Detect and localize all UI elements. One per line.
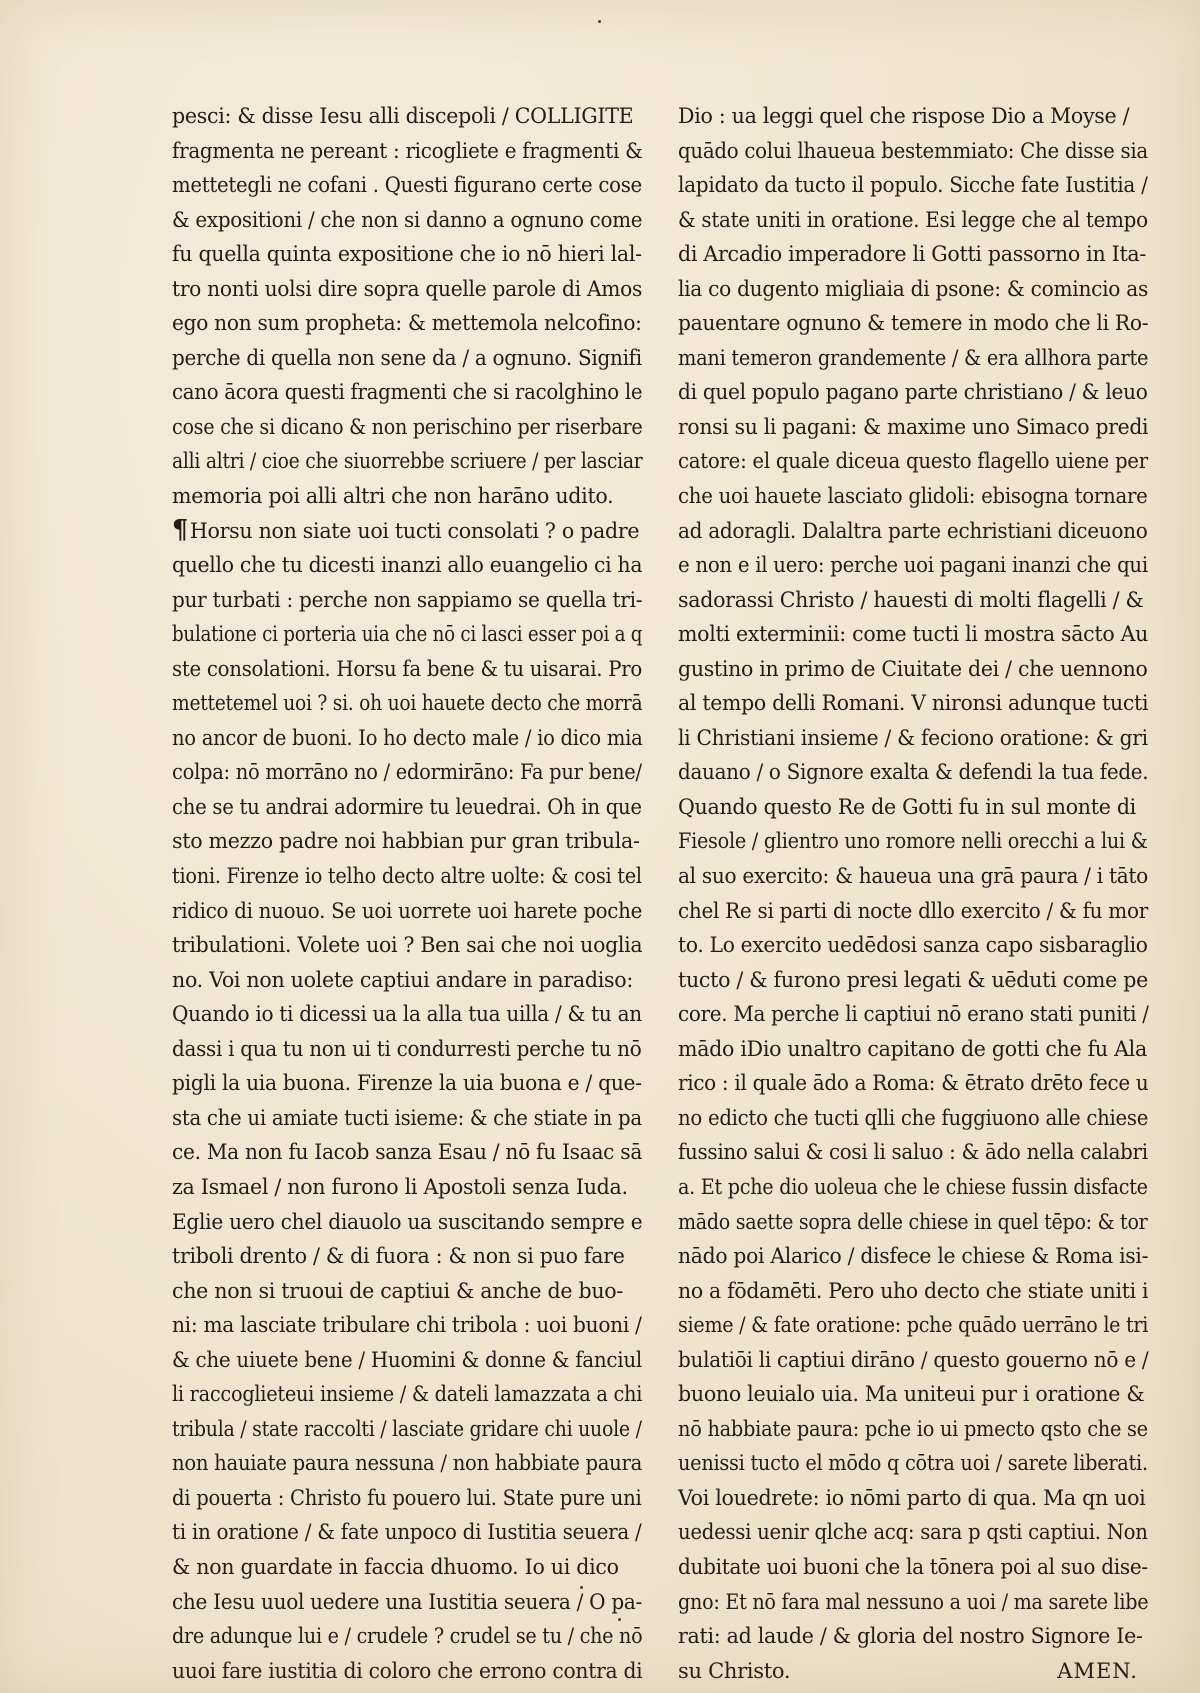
line-text: bulatiōi li captiui dirāno / questo gouerno nō e / bbox=[678, 1347, 1149, 1372]
line-text: mādo iDio unaltro capitano de gotti che fu Ala bbox=[678, 1036, 1147, 1061]
line-text: nādo poi Alarico / disfece le chiese & Roma isi- bbox=[678, 1244, 1149, 1269]
text-line bbox=[172, 341, 642, 376]
line-text: no. Voi non uolete captiui andare in paradiso: bbox=[172, 967, 634, 992]
line-text: gno: Et nō fara mal nessuno a uoi / ma sarete libe bbox=[678, 1589, 1149, 1614]
line-text: mani temeron grandemente / & era allhora parte bbox=[678, 345, 1149, 370]
text-line bbox=[172, 514, 642, 549]
line-text: no a fōdamēti. Pero uho decto che stiate uniti i bbox=[678, 1278, 1149, 1303]
text-line bbox=[172, 548, 643, 583]
text-line bbox=[678, 237, 1148, 272]
line-text: Horsu non siate uoi tucti consolati ? o padre bbox=[189, 518, 640, 543]
text-line bbox=[678, 514, 1148, 549]
text-line bbox=[678, 1343, 1149, 1378]
line-text: che uoi hauete lasciato glidoli: ebisogna tornare bbox=[678, 484, 1148, 509]
text-line bbox=[172, 859, 642, 894]
line-text: pauentare ognuno & temere in modo che li Ro- bbox=[678, 311, 1149, 336]
ink-speck bbox=[598, 20, 601, 23]
line-text: gustino in primo de Ciuitate dei / che uennono bbox=[678, 656, 1148, 681]
line-text: colpa: nō morrāno no / edormirāno: Fa pur bene/ bbox=[172, 760, 642, 785]
line-text: ridico di nuouo. Se uoi uorrete uoi harete poche bbox=[172, 898, 643, 923]
text-line bbox=[172, 1377, 643, 1412]
line-text: Dio : ua leggi quel che rispose Dio a Moyse / bbox=[678, 104, 1130, 128]
text-line bbox=[172, 928, 643, 963]
text-line bbox=[678, 375, 1148, 410]
text-line bbox=[678, 1274, 1149, 1309]
text-line bbox=[678, 652, 1146, 687]
line-text: ce. Ma non fu Iacob sanza Esau / nō fu Isaac sā bbox=[172, 1140, 643, 1165]
text-line bbox=[172, 375, 643, 410]
line-text: pur turbati : perche non sappiamo se quella tri- bbox=[172, 587, 643, 612]
line-text: & state uniti in oratione. Esi legge che al tempo bbox=[678, 207, 1148, 232]
line-text: sadorassi Christo / hauesti di molti flagelli / & bbox=[678, 587, 1144, 612]
text-line bbox=[172, 1239, 642, 1274]
line-text: sto mezzo padre noi habbian pur gran tribula- bbox=[172, 829, 640, 854]
text-line bbox=[172, 1274, 642, 1309]
line-text: quello che tu dicesti inanzi allo euangelio ci ha bbox=[172, 553, 643, 578]
text-line bbox=[172, 134, 643, 169]
line-text: & che uiuete bene / Huomini & donne & fanciul bbox=[172, 1347, 643, 1372]
text-line bbox=[172, 1170, 642, 1205]
text-line bbox=[678, 790, 1148, 825]
text-line bbox=[172, 583, 643, 618]
text-line bbox=[172, 617, 643, 652]
text-line bbox=[678, 1308, 1149, 1343]
line-text: Quando io ti dicessi ua la alla tua uilla / & tu an bbox=[172, 1002, 642, 1027]
line-text: uuoi fare iustitia di coloro che errono contra di bbox=[172, 1658, 643, 1683]
line-text: quādo colui lhaueua bestemmiato: Che disse sia bbox=[678, 138, 1148, 163]
text-line bbox=[172, 1135, 643, 1170]
text-line bbox=[172, 997, 642, 1032]
line-text: dauano / o Signore exalta & defendi la tua fede. bbox=[678, 760, 1149, 785]
line-text: rati: ad laude / & gloria del nostro Signore Ie- bbox=[678, 1624, 1143, 1649]
line-text: a. Et pche dio uoleua che le chiese fussin disfacte bbox=[678, 1174, 1148, 1199]
amen-text: AMEN. bbox=[1057, 1658, 1138, 1683]
text-line bbox=[172, 721, 643, 756]
text-line bbox=[172, 1654, 643, 1689]
text-line bbox=[678, 824, 1148, 859]
line-text: al tempo delli Romani. V nironsi adunque tucti bbox=[678, 691, 1149, 716]
line-text: mettetemel uoi ? si. oh uoi hauete decto che morrā bbox=[172, 691, 643, 716]
text-line bbox=[678, 548, 1148, 583]
text-line bbox=[678, 1205, 1148, 1240]
text-line bbox=[678, 721, 1148, 756]
text-line bbox=[678, 1377, 1148, 1412]
text-line bbox=[172, 237, 641, 272]
line-text: pigli la uia buona. Firenze la uia buona e / que- bbox=[172, 1071, 642, 1096]
line-text: ni: ma lasciate tribulare chi tribola : uoi buoni / bbox=[172, 1313, 642, 1338]
text-line bbox=[172, 479, 642, 514]
text-line bbox=[172, 1412, 642, 1447]
line-text: tro nonti uolsi dire sopra quelle parole di Amos bbox=[172, 276, 643, 301]
text-line bbox=[678, 1170, 1148, 1205]
text-line bbox=[678, 963, 1148, 998]
text-line bbox=[678, 134, 1148, 169]
line-text: memoria poi alli altri che non harāno udito. bbox=[172, 484, 614, 509]
line-text: nō habbiate paura: pche io ui pmecto qsto che se bbox=[678, 1416, 1148, 1441]
line-text: di pouerta : Christo fu pouero lui. State pure uni bbox=[172, 1485, 642, 1510]
text-line bbox=[172, 1550, 642, 1585]
line-text: che Iesu uuol uedere una Iustitia seuera / O pa- bbox=[172, 1589, 643, 1614]
line-text: mādo saette sopra delle chiese in quel tēpo: & tor bbox=[678, 1209, 1148, 1234]
text-line bbox=[172, 1343, 643, 1378]
line-text: chel Re si parti di nocte dllo exercito / & fu mor bbox=[678, 898, 1148, 923]
line-text: fu quella quinta expositione che io nō hieri lal- bbox=[172, 242, 642, 267]
line-text: perche di quella non sene da / a ognuno. Signifi bbox=[172, 345, 642, 370]
line-text: tribulationi. Volete uoi ? Ben sai che noi uoglia bbox=[172, 933, 643, 958]
line-text: che non si truoui de captiui & anche de buo- bbox=[172, 1278, 624, 1303]
text-line bbox=[678, 99, 1148, 134]
text-line bbox=[678, 1135, 1148, 1170]
line-text: bulatione ci porteria uia che nō ci lasci esser poi a q bbox=[172, 622, 643, 647]
line-text: no edicto che tucti qlli che fuggiuono alle chiese bbox=[678, 1105, 1149, 1130]
text-line bbox=[172, 1619, 643, 1654]
text-line bbox=[172, 99, 642, 134]
line-text: dassi i qua tu non ui ti condurresti perche tu nō bbox=[172, 1036, 642, 1061]
text-line bbox=[172, 755, 642, 790]
line-text: dre adunque lui e / crudele ? crudel se tu / che nō bbox=[172, 1624, 643, 1649]
text-line bbox=[172, 272, 643, 307]
text-line bbox=[678, 1066, 1149, 1101]
line-text: & expositioni / che non si danno a ognuno come bbox=[172, 207, 643, 232]
left-text-column bbox=[172, 99, 652, 1688]
text-line bbox=[172, 1481, 642, 1516]
line-text: di quel populo pagano parte christiano / & leuo bbox=[678, 380, 1148, 405]
line-text: pesci: & disse Iesu alli discepoli / COLLIGITE bbox=[172, 104, 634, 128]
line-text: sta che ui amiate tucti isieme: & che stiate in pa bbox=[172, 1105, 642, 1130]
line-text: li Christiani insieme / & feciono oratione: & gri bbox=[678, 725, 1148, 750]
line-text: Eglie uero chel diauolo ua suscitando sempre e bbox=[172, 1209, 643, 1234]
text-line bbox=[678, 1481, 1148, 1516]
text-line bbox=[678, 1032, 1148, 1067]
line-text: buono leuialo uia. Ma uniteui pur i oratione & bbox=[678, 1382, 1145, 1407]
line-text: uenissi tucto el mōdo q cōtra uoi / sarete liberati. bbox=[678, 1451, 1148, 1476]
line-text: fussino salui & cosi li saluo : & ādo nella calabri bbox=[678, 1140, 1148, 1165]
text-line bbox=[678, 410, 1149, 445]
line-text: rico : il quale ādo a Roma: & ētrato drēto fece u bbox=[678, 1071, 1149, 1096]
line-text: che se tu andrai adormire tu leuedrai. Oh in que bbox=[172, 794, 642, 819]
text-line bbox=[678, 686, 1149, 721]
text-line bbox=[172, 1585, 643, 1620]
text-line bbox=[172, 203, 643, 238]
line-text: Voi louedrete: io nōmi parto di qua. Ma qn uoi bbox=[678, 1485, 1146, 1510]
line-text: & non guardate in faccia dhuomo. Io ui dico bbox=[172, 1554, 619, 1579]
text-line bbox=[678, 997, 1149, 1032]
ink-speck bbox=[618, 1618, 621, 1621]
ink-speck bbox=[580, 1586, 583, 1589]
text-line bbox=[678, 1619, 1148, 1654]
text-line bbox=[172, 168, 642, 203]
line-text: triboli drento / & di fuora : & non si puo fare bbox=[172, 1244, 625, 1269]
right-text-column bbox=[678, 99, 1158, 1688]
text-line bbox=[678, 617, 1147, 652]
text-line bbox=[678, 168, 1148, 203]
line-text: mettetegli ne cofani . Questi figurano certe cose bbox=[172, 173, 642, 198]
text-line bbox=[172, 410, 643, 445]
line-text: fragmenta ne pereant : ricogliete e fragmenti & bbox=[172, 138, 643, 163]
text-line bbox=[172, 894, 643, 929]
line-text: cose che si dicano & non perischino per riserbare bbox=[172, 414, 643, 439]
line-text: ronsi su li pagani: & maxime uno Simaco predi bbox=[678, 414, 1149, 439]
text-line bbox=[172, 1205, 643, 1240]
line-text: ste consolationi. Horsu fa bene & tu uisarai. Pro bbox=[172, 656, 643, 681]
line-text: catore: el quale diceua questo flagello uiene per bbox=[678, 449, 1148, 474]
text-line bbox=[678, 1585, 1149, 1620]
line-text: core. Ma perche li captiui nō erano stati puniti / bbox=[678, 1002, 1149, 1027]
line-text: al suo exercito: & haueua una grā paura / i tāto bbox=[678, 864, 1148, 889]
text-line bbox=[678, 444, 1148, 479]
line-text: alli altri / cioe che siuorrebbe scriuere / per lasciar bbox=[172, 449, 643, 474]
line-text: lapidato da tucto il populo. Sicche fate Iustitia / bbox=[678, 173, 1148, 198]
line-text: uedessi uenir qlche acq: sara p qsti captiui. Non bbox=[678, 1520, 1148, 1545]
text-line bbox=[172, 1446, 643, 1481]
line-text: cano ācora questi fragmenti che si racolghino le bbox=[172, 380, 643, 405]
text-line bbox=[678, 1550, 1148, 1585]
text-line bbox=[678, 1515, 1148, 1550]
line-text: dubitate uoi buoni che la tōnera poi al suo dise- bbox=[678, 1554, 1148, 1579]
text-line bbox=[678, 272, 1148, 307]
text-line bbox=[678, 479, 1148, 514]
line-text: tucto / & furono presi legati & uēduti come pe bbox=[678, 967, 1148, 992]
text-line bbox=[172, 963, 642, 998]
line-text: e non e il uero: perche uoi pagani inanzi che qui bbox=[678, 553, 1148, 578]
text-line bbox=[678, 755, 1149, 790]
text-line bbox=[172, 686, 643, 721]
closing-line-text: su Christo. bbox=[678, 1658, 791, 1683]
line-text: non hauiate paura nessuna / non habbiate paura bbox=[172, 1451, 643, 1476]
line-text: di Arcadio imperadore li Gotti passorno in Ita- bbox=[678, 242, 1147, 267]
line-text: Quando questo Re de Gotti fu in sul monte di bbox=[678, 794, 1136, 819]
text-line bbox=[172, 1515, 642, 1550]
line-text: sieme / & fate oratione: pche quādo uerrāno le tri bbox=[678, 1313, 1149, 1338]
line-text: tribula / state raccolti / lasciate gridare chi uuole / bbox=[172, 1416, 642, 1441]
text-line bbox=[172, 1032, 642, 1067]
line-text: no ancor de buoni. Io ho decto male / io dico mia bbox=[172, 725, 643, 750]
line-text: ti in oratione / & fate unpoco di Iustitia seuera / bbox=[172, 1520, 642, 1545]
text-line bbox=[678, 894, 1148, 929]
text-line bbox=[172, 790, 642, 825]
line-text: li raccoglieteui insieme / & dateli lamazzata a chi bbox=[172, 1382, 643, 1407]
text-line bbox=[678, 859, 1148, 894]
text-line bbox=[678, 1412, 1148, 1447]
text-line bbox=[172, 444, 643, 479]
line-text: Fiesole / glientro uno romore nelli orecchi a lui & bbox=[678, 829, 1148, 854]
text-line bbox=[678, 928, 1148, 963]
line-text: molti exterminii: come tucti li mostra sācto Au bbox=[678, 622, 1149, 647]
text-line bbox=[172, 652, 643, 687]
text-line bbox=[678, 583, 1148, 618]
line-text: ad adoragli. Dalaltra parte echristiani diceuono bbox=[678, 518, 1148, 543]
line-text: to. Lo exercito uedēdosi sanza capo sisbaraglio bbox=[678, 933, 1148, 958]
text-line bbox=[678, 341, 1149, 376]
text-line bbox=[172, 824, 642, 859]
text-line bbox=[172, 1101, 642, 1136]
line-text: lia co dugento migliaia di psone: & comincio as bbox=[678, 276, 1148, 301]
line-text: ego non sum propheta: & mettemola nelcofino: bbox=[172, 311, 642, 336]
text-line bbox=[172, 1066, 642, 1101]
text-line bbox=[678, 1654, 1148, 1689]
text-line bbox=[678, 306, 1149, 341]
line-text: tioni. Firenze io telho decto altre uolte: & cosi tel bbox=[172, 864, 642, 889]
text-line bbox=[678, 1239, 1149, 1274]
text-line bbox=[172, 306, 642, 341]
text-line bbox=[678, 1446, 1148, 1481]
paragraph-mark-icon: ¶ bbox=[172, 514, 188, 545]
text-line bbox=[678, 1101, 1149, 1136]
line-text: za Ismael / non furono li Apostoli senza Iuda. bbox=[172, 1174, 628, 1199]
text-line bbox=[172, 1308, 642, 1343]
text-line bbox=[678, 203, 1148, 238]
